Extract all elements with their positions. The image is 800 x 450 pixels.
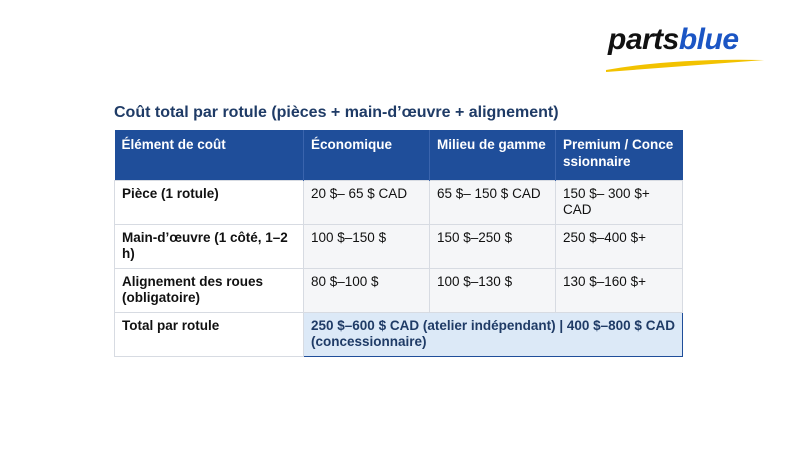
cell-piece-premium: 150 $– 300 $+ CAD [556,180,683,224]
logo-text-blue: blue [678,23,739,56]
row-label-piece: Pièce (1 rotule) [115,180,304,224]
header-cost-element: Élément de coût [115,130,304,180]
cell-main-oeuvre-milieu: 150 $–250 $ [430,224,556,268]
header-premium: Premium / Concessionnaire [556,130,683,180]
cell-main-oeuvre-economique: 100 $–150 $ [304,224,430,268]
cell-main-oeuvre-premium: 250 $–400 $+ [556,224,683,268]
cell-alignement-milieu: 100 $–130 $ [430,268,556,312]
table-total-row [115,312,683,356]
cell-alignement-premium: 130 $–160 $+ [556,268,683,312]
logo-swoosh-icon [604,54,766,74]
page-title: Coût total par rotule (pièces + main-d’œuvre + alignement) [114,104,559,121]
table-row [115,180,683,224]
header-economique: Économique [304,130,430,180]
table-row [115,224,683,268]
logo-text-parts: parts [608,23,679,56]
header-milieu-de-gamme: Milieu de gamme [430,130,556,180]
row-label-alignement: Alignement des roues (obligatoire) [115,268,304,312]
partsblue-logo [604,20,766,76]
cell-piece-economique: 20 $– 65 $ CAD [304,180,430,224]
total-value-cell: 250 $–600 $ CAD (atelier indépendant) | 400 $–800 $ CAD (concessionnaire) [304,312,683,356]
row-label-main-oeuvre: Main-d’œuvre (1 côté, 1–2 h) [115,224,304,268]
logo-wordmark [608,22,739,58]
row-label-total: Total par rotule [115,312,304,356]
cost-table [114,130,683,357]
table-row [115,268,683,312]
cell-alignement-economique: 80 $–100 $ [304,268,430,312]
table-header-row [115,130,683,180]
cell-piece-milieu: 65 $– 150 $ CAD [430,180,556,224]
